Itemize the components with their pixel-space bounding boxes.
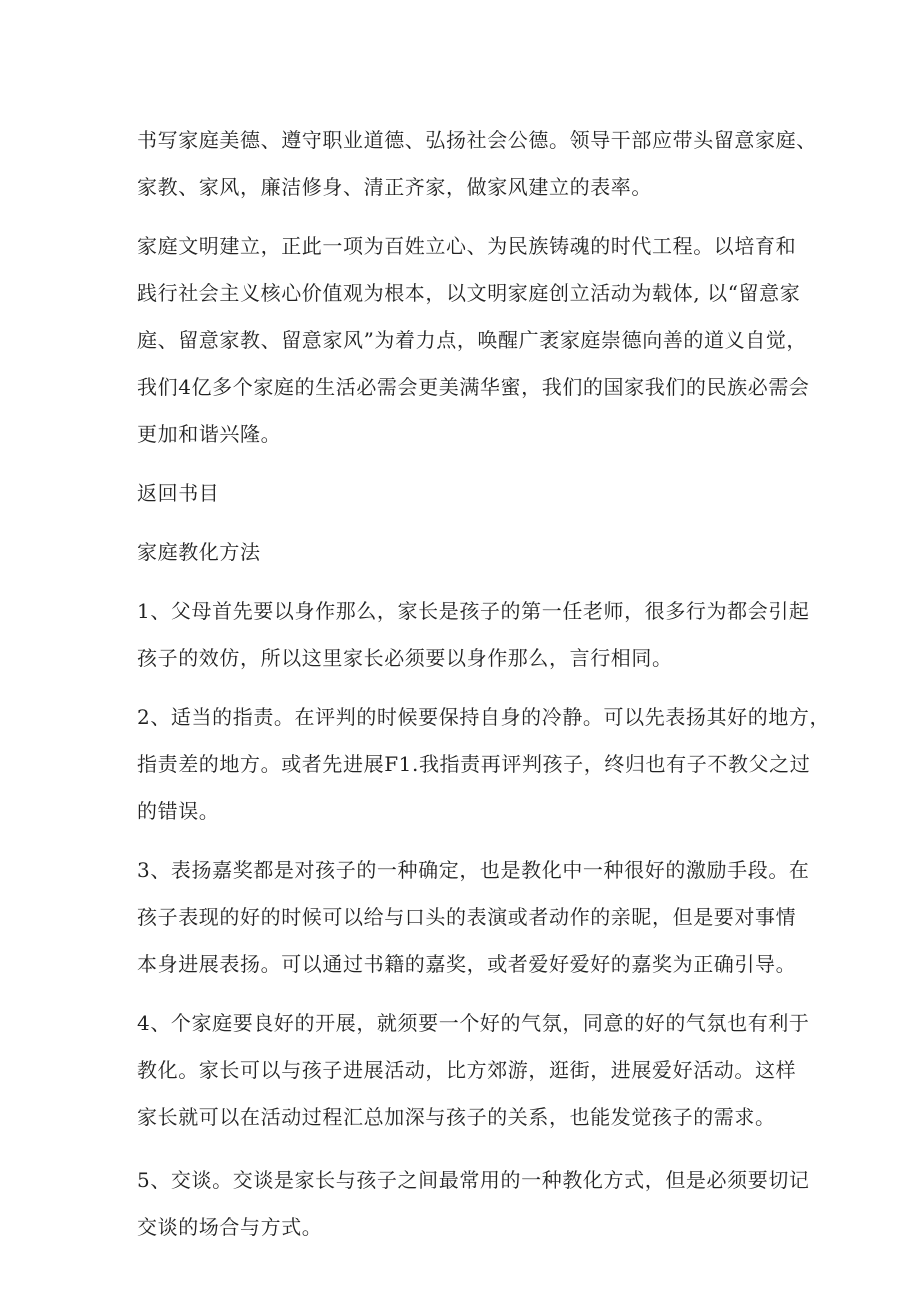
text-line: 践行社会主义核心价值观为根本，以文明家庭创立活动为载体, 以“留意家 <box>137 281 801 305</box>
text-line: 更加和谐兴隆。 <box>137 422 282 446</box>
document-body <box>137 117 831 1263</box>
text-line: 指责差的地方。或者先进展F1.我指责再评判孩子，终归也有子不教父之过 <box>137 752 811 776</box>
text-line: 家庭教化方法 <box>137 540 261 564</box>
text-line: 家长就可以在活动过程汇总加深与孩子的关系，也能发觉孩子的需求。 <box>137 1105 776 1129</box>
list-item-method-2 <box>137 694 831 835</box>
list-item-method-3 <box>137 847 810 988</box>
paragraph-family-civilization <box>137 223 810 458</box>
text-line: 书写家庭美德、遵守职业道德、弘扬社会公德。领导干部应带头留意家庭、 <box>137 128 817 152</box>
list-item-method-1 <box>137 588 810 682</box>
text-line: 家教、家风，廉洁修身、清正齐家，做家风建立的表率。 <box>137 175 652 199</box>
text-line: 我们4亿多个家庭的生活必需会更美满华蜜，我们的国家我们的民族必需会 <box>137 375 810 399</box>
text-line: 家庭文明建立，正此一项为百姓立心、为民族铸魂的时代工程。以培育和 <box>137 234 797 258</box>
text-line: 教化。家长可以与孩子进展活动，比方郊游，逛街，进展爱好活动。这样 <box>137 1058 797 1082</box>
text-line: 孩子表现的好的时候可以给与口头的表演或者动作的亲昵，但是要对事情 <box>137 905 797 929</box>
text-line: 5、交谈。交谈是家长与孩子之间最常用的一种教化方式，但是必须要切记 <box>137 1168 810 1192</box>
text-line: 孩子的效仿，所以这里家长必须要以身作那么，言行相同。 <box>137 646 673 670</box>
text-line: 1、父母首先要以身作那么，家长是孩子的第一任老师，很多行为都会引起 <box>137 599 810 623</box>
section-heading-education-methods <box>137 529 797 576</box>
text-line: 交谈的场合与方式。 <box>137 1215 323 1239</box>
list-item-method-5 <box>137 1157 810 1251</box>
back-to-contents-text <box>137 470 797 517</box>
list-item-method-4 <box>137 1000 810 1141</box>
text-line: 4、个家庭要良好的开展，就须要一个好的气氛，同意的好的气氛也有利于 <box>137 1011 810 1035</box>
text-line: 2、适当的指责。在评判的时候要保持自身的冷静。可以先表扬其好的地方， <box>137 705 831 729</box>
text-line: 庭、留意家教、留意家风”为着力点，唤醒广袤家庭崇德向善的道义自觉， <box>137 328 808 352</box>
paragraph-family-virtue <box>137 117 817 211</box>
text-line: 3、表扬嘉奖都是对孩子的一种确定，也是教化中一种很好的激励手段。在 <box>137 858 810 882</box>
text-line: 的错误。 <box>137 799 220 823</box>
text-line: 返回书目 <box>137 481 220 505</box>
text-line: 本身进展表扬。可以通过书籍的嘉奖，或者爱好爱好的嘉奖为正确引导。 <box>137 952 797 976</box>
